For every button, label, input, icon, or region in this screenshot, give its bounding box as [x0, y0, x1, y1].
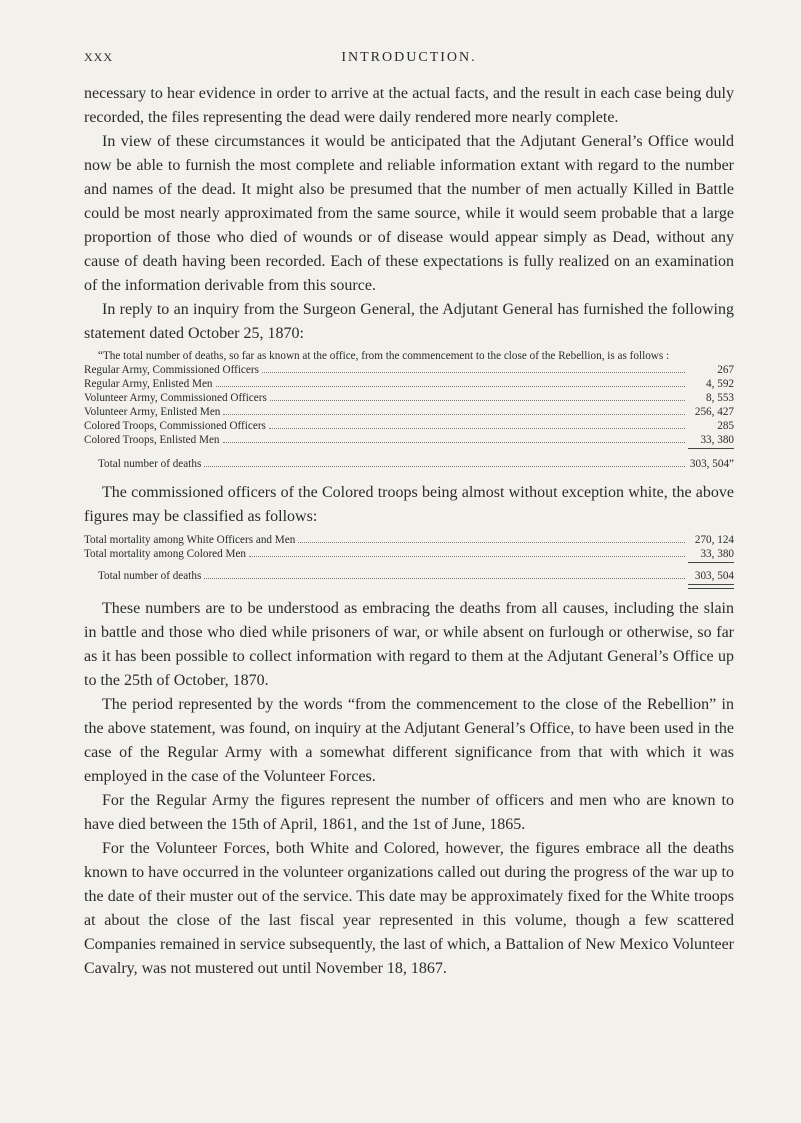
- paragraph-3: In reply to an inquiry from the Surgeon General, the Adjutant General has furnished the following statement dated October 25, 1870:: [84, 301, 734, 342]
- dot-leader: [223, 414, 685, 415]
- page-header: [84, 50, 734, 72]
- paragraph-7: For the Regular Army the figures represent the number of officers and men who are known to have died between the 15th of April, 1861, and the 1st of June, 1865.: [84, 792, 734, 833]
- dot-leader: [204, 578, 685, 579]
- row-value: 285: [717, 420, 734, 432]
- total-label: Total number of deaths: [98, 570, 202, 582]
- deaths-table-caption: “The total number of deaths, so far as known at the office, from the commencement to the close of the Rebellion, is as follows :: [98, 350, 670, 362]
- dot-leader: [262, 372, 685, 373]
- deaths-table: [84, 349, 734, 471]
- row-value: 33, 380: [700, 548, 734, 560]
- table-row: [84, 547, 734, 561]
- row-label: Total mortality among Colored Men: [84, 548, 247, 560]
- row-value: 33, 380: [700, 434, 734, 446]
- row-value: 267: [717, 364, 734, 376]
- dot-leader: [204, 466, 685, 467]
- row-value: 8, 553: [706, 392, 734, 404]
- total-value: 303, 504”: [689, 458, 734, 470]
- paragraph-6: The period represented by the words “from the commencement to the close of the Rebellion” in the above statement, was found, on inquiry at the Adjutant General’s Office, to have been used in the case of the Regular Army with a somewhat different significance from that with which it was employed in the case of the Volunteer Forces.: [84, 696, 734, 785]
- total-label: Total number of deaths: [98, 458, 202, 470]
- total-row: [84, 457, 734, 471]
- row-label: Colored Troops, Commissioned Officers: [84, 420, 266, 432]
- dot-leader: [269, 428, 685, 429]
- sum-rule: [688, 448, 734, 449]
- row-value: 4, 592: [706, 378, 734, 390]
- total-value: 303, 504: [694, 570, 734, 582]
- table-row: [84, 533, 734, 547]
- paragraph-2: In view of these circumstances it would be anticipated that the Adjutant General’s Office would now be able to furnish the most complete and reliable information extant with regard to the number and names of the dead. It might also be presumed that the number of men actually Killed in Battle could be most nearly approximated from the same source, while it would seem probable that a large proportion of those who died of wounds or of disease would appear simply as Dead, without any cause of death having been recorded. Each of these expectations is fully realized on an examination of the information derivable from this source.: [84, 133, 734, 294]
- dot-leader: [249, 556, 685, 557]
- paragraph-4: The commissioned officers of the Colored troops being almost without exception white, the above figures may be classified as follows:: [84, 484, 734, 525]
- table-row: [84, 363, 734, 377]
- dot-leader: [270, 400, 685, 401]
- table-row: [84, 405, 734, 419]
- paragraph-5: These numbers are to be understood as embracing the deaths from all causes, including the slain in battle and those who died while prisoners of war, or while absent on furlough or otherwise, so far as it has been possible to collect information with regard to them at the Adjutant General’s Office up to the 25th of October, 1870.: [84, 600, 734, 689]
- page-body: [84, 82, 734, 981]
- dot-leader: [223, 442, 685, 443]
- page-number: XXX: [84, 50, 113, 64]
- row-label: Regular Army, Enlisted Men: [84, 378, 213, 390]
- dot-leader: [216, 386, 685, 387]
- paragraph-1: necessary to hear evidence in order to arrive at the actual facts, and the result in each case being duly recorded, the files representing the dead were daily rendered more nearly complete.: [84, 85, 734, 126]
- paragraph-8: For the Volunteer Forces, both White and Colored, however, the figures embrace all the deaths known to have occurred in the volunteer organizations called out during the progress of the war up to the date of their muster out of the service. This date may be approximately fixed for the White troops at about the close of the last fiscal year represented in this volume, though a few scattered Companies remained in service subsequently, the last of which, a Battalion of New Mexico Volunteer Cavalry, was not mustered out until November 18, 1867.: [84, 840, 734, 977]
- row-label: Volunteer Army, Enlisted Men: [84, 406, 221, 418]
- sum-rule: [688, 562, 734, 563]
- table-row: [84, 377, 734, 391]
- row-label: Total mortality among White Officers and Men: [84, 534, 296, 546]
- running-title: INTRODUCTION.: [341, 50, 477, 65]
- table-row: [84, 391, 734, 405]
- row-value: 270, 124: [694, 534, 734, 546]
- table-row: [84, 419, 734, 433]
- total-row: [84, 569, 734, 583]
- row-label: Colored Troops, Enlisted Men: [84, 434, 220, 446]
- table-row: [84, 433, 734, 447]
- mortality-table: [84, 533, 734, 589]
- row-value: 256, 427: [694, 406, 734, 418]
- dot-leader: [298, 542, 685, 543]
- row-label: Volunteer Army, Commissioned Officers: [84, 392, 267, 404]
- row-label: Regular Army, Commissioned Officers: [84, 364, 259, 376]
